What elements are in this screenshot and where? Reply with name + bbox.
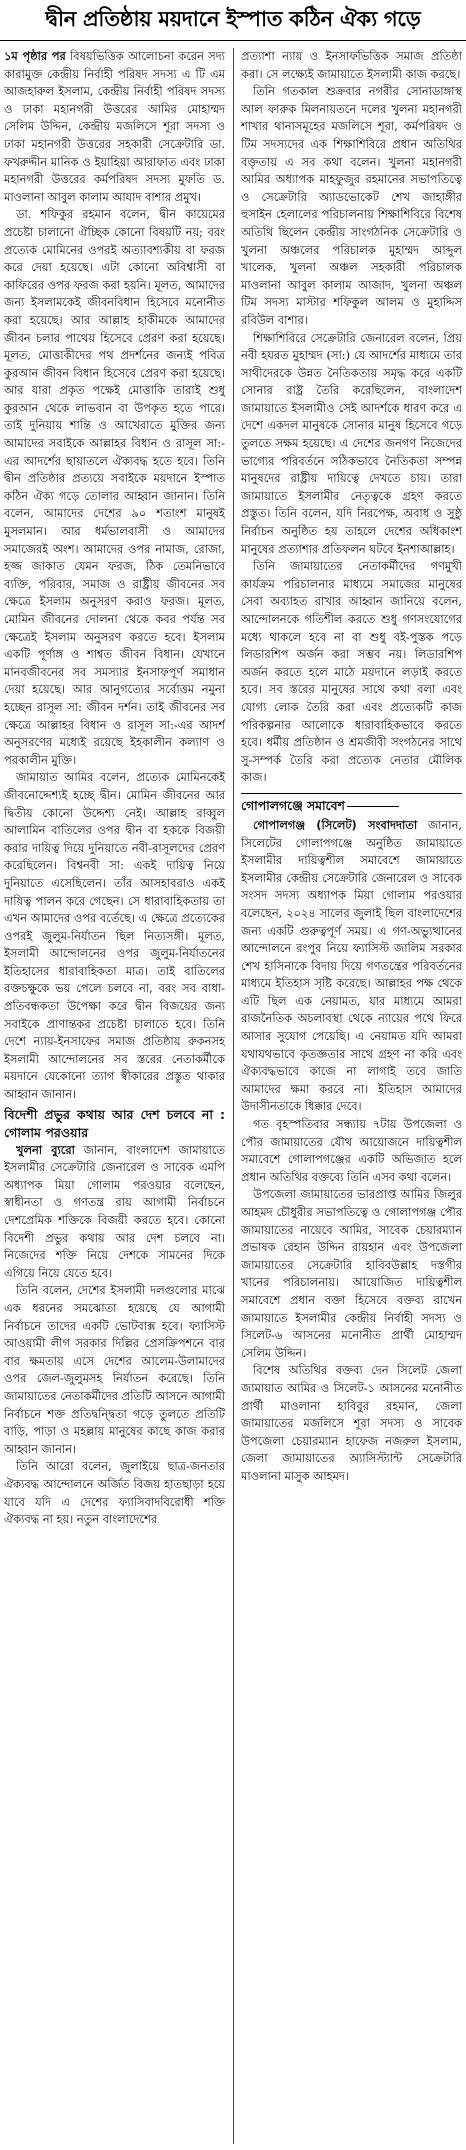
section-subhead xyxy=(241,793,462,814)
continuation-paragraph xyxy=(4,48,225,206)
dateline-tag: গোপালগঞ্জ (সিলেট) সংবাদদাতা xyxy=(253,817,418,832)
dateline-paragraph xyxy=(241,817,462,1116)
body-paragraph: বিশেষ অতিথির বক্তব্য দেন সিলেট জেলা জামায়াত আমির ও সিলেট-১ আসনের মনোনীত প্রার্থী মাওলানা হাবিবুর রহমান, জেলা জামায়াতের মজলিসে শূরা সদস্য ও সাবেক উপজেলা চেয়ারম্যান হাফেজ নজরুল ইসলাম, জেলা জামায়াতের অ্যাসিস্ট্যান্ট সেক্রেটারি মাওলানা মাসুক আহমদ। xyxy=(241,1363,462,1483)
paragraph-text: জানান, বাংলাদেশ জামায়াতে ইসলামীর সেক্রেটারি জেনারেল ও সাবেক এমপি অধ্যাপক মিয়া গোলাম পরওয়ার বলেছেন, স্বাধীনতা ও গণতন্ত্র রায় আগামী নির্বাচনে দেশপ্রেমিক শক্তিকে বিজয়ী করতে হবে। কোনো বিদেশী প্রভুর কথায় আর দেশ চলবে না। নিজেদের শক্তি নিয়ে দেশকে সামনের দিকে এগিয়ে নিয়ে যেতে হবে। xyxy=(4,1142,225,1280)
body-paragraph: তিনি জামায়াতের নেতাকর্মীদের গণমুখী কার্যক্রম পরিচালনার মাধ্যমে সমাজের মানুষের সেবা অব্যাহত রাখার আহ্বান জানিয়ে বলেন, আন্দোলনকে গতিশীল করতে শুধু গণসংযোগের মধ্যে থাকলে হবে না বা শুধু বই-পুস্তক পড়ে লিডারশিপ অর্জন করা সম্ভব নয়। লিডারশিপ অর্জন করতে হলে মাঠে ময়দানে লড়াই করতে হবে। সব স্তরের মানুষের সাথে কথা বলা এবং যোগ্য লোক তৈরি করা এবং প্রত্যেকটি কাজ পরিকল্পনার আলোকে ধারাবাহিকভাবে করতে হবে। ধর্মীয় প্রতিষ্ঠান ও শ্রমজীবী সংগঠনের সাথে সু-সম্পর্ক তৈরি করা প্রত্যেক নেতার মৌলিক কাজ। xyxy=(241,559,462,785)
column-divider xyxy=(233,48,234,2144)
paragraph-text: বিষয়ভিত্তিক আলোচনা করেন সদ্য কারামুক্ত কেন্দ্রীয় নির্বাহী পরিষদ সদস্য এ টি এম আজহারুল ইসলাম, কেন্দ্রীয় নির্বাহী পরিষদ সদস্য ও ঢাকা মহানগরী উত্তরের আমির মোহাম্মদ সেলিম উদ্দিন, কেন্দ্রীয় মজলিসে শূরা সদস্য ও ঢাকা মহানগরী উত্তরের সহকারী সেক্রেটারি ডা. ফখরুদ্দীন মানিক ও ইয়াহিয়া আরাফাত এবং ঢাকা মহানগরী উত্তরের কর্মপরিষদ সদস্য মুফতি ড. মাওলানা আবুল কালাম আযাদ বাশার প্রমুখ। xyxy=(4,49,225,204)
body-paragraph: তিনি আরো বলেন, জুলাইয়ে ছাত্র-জনতার ঐক্যবদ্ধ আন্দোলনে অর্জিত বিজয় হাতছাড়া হয়ে যাবে যদি এ দেশের ফ্যাসিবাদবিরোধী শক্তি ঐক্যবদ্ধ না হয়। নতুন বাংলাদেশের xyxy=(4,1459,225,1527)
body-paragraph: তিনি বলেন, দেশের ইসলামী দলগুলোর মাঝে এক ধরনের সমঝোতা হয়েছে যে আগামী নির্বাচনে তাদের একটি ভোটবাক্স হবে। ফ্যাসিস্ট আওয়ামী লীগ সরকার দিল্লির প্রেসক্রিপশনে বার বার ক্ষমতায় এসে দেশের আলেম-উলামাদের ওপর জেল-জুলুমসহ নির্যাতন করেছে। তিনি জামায়াতের নেতাকর্মীদের প্রতিটি আসনে আগামী নির্বাচনে শক্ত প্রতিদ্বন্দ্বিতা গড়ে তুলতে প্রতিটি বাড়ি, পাড়া ও মহল্লায় মানুষের কাছে কাজ করার আহ্বান জানান। xyxy=(4,1283,225,1456)
dateline-paragraph xyxy=(4,1142,225,1283)
article-column-left xyxy=(4,48,225,2144)
body-paragraph: জামায়াত আমির বলেন, প্রত্যেক মোমিনকেই জীবনোদ্দেশ্যই হচ্ছে দ্বীন। মোমিন জীবনের আর দ্বিতীয় কোনো উদ্দেশ্য নেই। আল্লাহ রাব্বুল আলামিন বাতিলের ওপর দ্বীন বা হককে বিজয়ী করার দায়িত্ব দিয়ে দুনিয়াতে নবী-রাসূলদের প্রেরণ করেছিলেন। বিশ্বনবী সা: একই দায়িত্ব নিয়ে দুনিয়াতে এসেছিলেন। তাঁর আসহাবরাও একই দায়িত্ব পালন করে গেছেন। সে ধারাবাহিকতায় তা এখন আমাদের ওপর বর্তেছে। এ ক্ষেত্রে প্রত্যেকের ওপরই জুলুম-নির্যাতন ছিল নিত্যসঙ্গী। মূলত, ইসলামী আন্দোলনের ওপর জুলুম-নির্যাতনের ইতিহাসের ধারাবাহিকতা মাত্র। তাই বাতিলের রক্তচক্ষুকে ভয় পেলে চলবে না, বরং সব বাধা-প্রতিবন্ধকতা উপেক্ষা করে দ্বীন বিজয়ের জন্য সবাইকে প্রাণান্তকর প্রচেষ্টা চালাতে হবে। তিনি দেশে ন্যায়-ইনসাফের সমাজ প্রতিষ্ঠায় রুকনসহ ইসলামী আন্দোলনের সব স্তরের নেতাকর্মীকে ময়দানে যেকোনো ত্যাগ স্বীকারের প্রস্তুত থাকার আহ্বান জানান। xyxy=(4,770,225,1102)
section-subhead: বিদেশী প্রভুর কথায় আর দেশ চলবে না : গোলাম পরওয়ার xyxy=(4,1106,225,1140)
article-column-right xyxy=(241,48,462,2144)
paragraph-text: জানান, সিলেটের গোলাপগঞ্জে অনুষ্ঠিত জামায়াতে ইসলামীর দায়িত্বশীল সমাবেশে জামায়াতে ইসলামীর কেন্দ্রীয় সেক্রেটারি জেনারেল ও সাবেক সংসদ সদস্য অধ্যাপক মিয়া গোলাম পরওয়ার বলেছেন, ২০২৪ সালের জুলাই ছিল বাংলাদেশের জন্য একটি গুরুত্বপূর্ণ সময়। এ গণ-অভ্যুত্থানের আন্দোলনে রংপুর নিয়ে ফ্যাসিস্ট জালিম সরকার শেখ হাসিনাকে বিদায় দিয়ে গণতন্ত্রের পরিবর্তনের মাধ্যমে ইতিহাস সৃষ্টি করেছে। আল্লাহর পক্ষ থেকে এটি ছিল এক নেয়ামত, যার মাধ্যমে আমরা রাজনৈতিক অচলাবস্থা থেকে ন্যায়ের পথে ফিরে আসার সুযোগ পেয়েছি। এ নেয়ামত যদি আমরা যথাযথভাবে কৃতজ্ঞতার সাথে গ্রহণ না করি এবং ঐক্যবদ্ধভাবে কাজে না লাগাই তবে জাতি আমাদের ক্ষমা করবে না। ইতিহাস আমাদের উদাসীনতাকে ধিক্কার দেবে। xyxy=(241,817,462,1114)
body-paragraph: ডা. শফিকুর রহমান বলেন, দ্বীন কায়েমের প্রচেষ্টা চালানো ঐচ্ছিক কোনো বিষয়টি নয়; বরং প্রত্যেক মোমিনের ওপরই অত্যাবশ্যকীয় বা ফরজ করে দেয়া হয়েছে। এটা কোনো অবিশ্বাসী বা কাফিরের ওপর ফরজ করা হয়নি। মূলত, আমাদের জন্য ইসলামকেই জীবনবিধান হিসেবে মনোনীত করা হয়েছে। আর আল্লাহ হাকীমকে আমাদের জীবন চলার পাথেয় হিসেবে প্রেরণ করা হয়েছে। মূলত, মোত্তাকীদের পথ প্রদর্শনের জন্যই পবিত্র কুরআন জীবন বিধান হিসেবে প্রেরণ করা হয়েছে। আর যারা প্রকৃত পক্ষেই মোত্তাকি তারাই শুধু কুরআন থেকে লাভবান বা উপকৃত হতে পারে। তাই দুনিয়ায় শান্তি ও আখেরাতে মুক্তির জন্য আমাদের সবাইকে আল্লাহর বিধান ও রাসূল সা:-এর আদর্শের ছায়াতলে ঐক্যবদ্ধ হতে হবে। তিনি দ্বীন প্রতিষ্ঠার প্রত্যয়ে সবাইকে ময়দানে ইস্পাত কঠিন ঐক্য গড়ে তোলার আহ্বান জানান। তিনি বলেন, আমাদের দেশের ৯০ শতাংশ মানুষই মুসলমান। আর ধর্মভালবাসী ও আমাদের সমাজেরই অংশ। আমাদের ওপর নামাজ, রোজা, হজ্জ জাকাত যেমন ফরজ, ঠিক তেমনিভাবে ব্যক্তি, পরিবার, সমাজ ও রাষ্ট্রীয় জীবনের সব ক্ষেত্রে ইসলাম অনুসরণ করাও ফরজ। মূলত, মোমিন জীবনের দোলনা থেকে কবর পর্যন্ত সব ক্ষেত্রেই ইসলাম অনুসরণ করতে হবে। ইসলাম একটি পূর্ণাঙ্গ ও শাশ্বত জীবন বিধান। যেখানে মানবজীবনের সব সমস্যার ইনসাফপূর্ণ সমাধান দেয়া হয়েছে। আর আনুগত্যের সর্বোত্তম নমুনা হচ্ছেন রাসূল সা: জীবন দর্শন। তাই জীবনের সব ক্ষেত্রে আল্লাহর বিধান ও রাসূল সা:-এর আদর্শ অনুসরণের মধ্যেই রয়েছে ইহকালীন কল্যাণ ও পরকালীন মুক্তি। xyxy=(4,207,225,767)
body-paragraph: শিক্ষাশিবিরে সেক্রেটারি জেনারেল বলেন, প্রিয় নবী হযরত মুহাম্মদ (সা:) যে আদর্শের মাধ্যমে তার সাথীদেরকে উন্নত নৈতিকতায় সমৃদ্ধ করে একটি সোনার রাষ্ট্র তৈরি করেছিলেন, বাংলাদেশ জামায়াতে ইসলামীও সেই আদর্শকে ধারণ করে এ দেশে একদল মানুষকে সোনার মানুষ হিসেবে গড়ে তুলতে সক্ষম হয়েছে। এ দেশের জনগণ নিজেদের ভাগ্যের পরিবর্তনে সঠিকভাবে নৈতিকতা সম্পন্ন মানুষদের রাষ্ট্রীয় দায়িত্বে দেখতে চায়। তারা জামায়াতে ইসলামীর নেতৃত্বকে গ্রহণ করতে প্রস্তুত। তিনি বলেন, যদি নিরপেক্ষ, অবাধ ও সুষ্ঠু নির্বাচন অনুষ্ঠিত হয় তাহলে দেশের অধিকাংশ মানুষের প্রত্যাশার প্রতিফলন ঘটবে ইনশাআল্লাহ। xyxy=(241,330,462,556)
subhead-text: গোপালগঞ্জে সমাবেশ xyxy=(241,797,345,813)
body-paragraph: তিনি গতকাল শুক্রবার নগরীর সোনাডাঙ্গাস্থ আল ফারুক মিলনায়তনে দলের খুলনা মহানগরী শাখার থানাসমূহের মজলিসে শূরা, কর্মপরিষদ ও টিম সদস্যদের এক শিক্ষাশিবিরে প্রধান অতিথির বক্তৃতায় এ সব কথা বলেন। খুলনা মহানগরী আমির অধ্যাপক মাহফুজুর রহমানের সভাপতিত্বে ও সেক্রেটারি অ্যাডভোকেট শেখ জাহাঙ্গীর হুসাইন হেলালের পরিচালনায় শিক্ষাশিবিরে বিশেষ অতিথি ছিলেন কেন্দ্রীয় সাংগঠনিক সেক্রেটারি ও খুলনা অঞ্চলের পরিচালক মুহাম্মদ আব্দুল খালেক, খুলনা অঞ্চল সহকারী পরিচালক মাওলানা আবুল কালাম আজাদ, খুলনা অঞ্চল টিম সদস্য মাস্টার শফিকুল আলম ও মুহাদ্দিস রবিউল বাশার। xyxy=(241,84,462,327)
body-paragraph: প্রত্যাশা ন্যায় ও ইনসাফভিত্তিক সমাজ প্রতিষ্ঠা করা। সে লক্ষ্যেই জামায়াতে ইসলামী কাজ করছে। xyxy=(241,49,462,81)
body-paragraph: গত বৃহস্পতিবার সন্ধ্যায় ৭টায় উপজেলা ও পৌর জামায়াতের যৌথ আয়োজনে দায়িত্বশীল সমাবেশে গোলাপগঞ্জের একটি অভিজাত হলে প্রধান অতিথির বক্তব্যে তিনি এসব কথা বলেন। xyxy=(241,1117,462,1184)
dateline-tag: খুলনা ব্যুরো xyxy=(16,1142,75,1157)
article-headline: দ্বীন প্রতিষ্ঠায় ময়দানে ইস্পাত কঠিন ঐক্য গড়ে xyxy=(0,0,466,41)
subhead-rule xyxy=(347,806,399,807)
body-paragraph: উপজেলা জামায়াতের ভারপ্রাপ্ত আমির জিলুর আহমদ চৌধুরীর সভাপতিত্বে ও গোলাপগঞ্জ পৌর জামায়াতের নায়েবে আমির, সাবেক চেয়ারম্যান প্রভাষক রেহান উদ্দিন রায়হান এবং উপজেলা জামায়াতের সেক্রেটারি হাবিবউল্লাহ দস্তগীর খানের পরিচালনায়। আয়োজিত দায়িত্বশীল সমাবেশে প্রধান বক্তা হিসেবে বক্তব্য রাখেন জামায়াতে ইসলামীর কেন্দ্রীয় নির্বাহী সদস্য ও সিলেট-৬ আসনের মনোনীত প্রার্থী মোহাম্মদ সেলিম উদ্দিন। xyxy=(241,1187,462,1360)
continuation-label: ১ম পৃষ্ঠার পর xyxy=(4,49,66,63)
